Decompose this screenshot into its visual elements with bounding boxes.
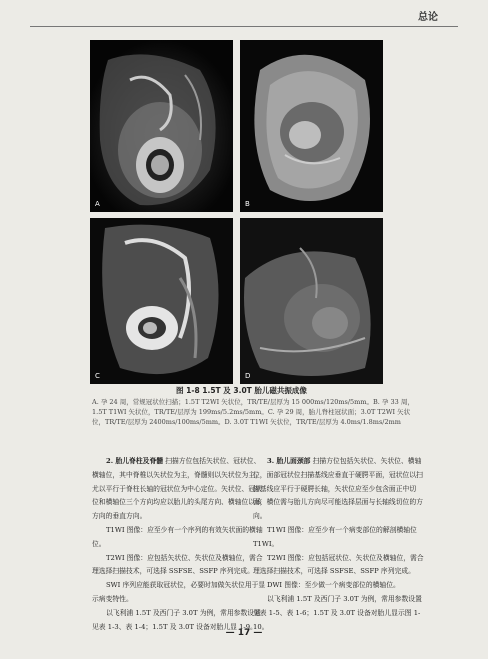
panel-letter-c: C — [95, 372, 100, 380]
paragraph: DWI 图像：至少做一个病变部位的横轴位。 — [267, 581, 400, 590]
paragraph — [92, 455, 267, 524]
figure-caption-title: 图 1-8 1.5T 及 3.0T 胎儿磁共振成像 — [176, 386, 307, 395]
mri-panel-a — [90, 40, 233, 212]
footer-dash-right: — — [250, 628, 263, 638]
paragraph: T1WI 图像：应至少有一个病变部位的解剖横轴位 T1WI。 — [253, 525, 417, 548]
paragraph-lead: 2. 胎儿脊柱及脊髓 — [106, 457, 164, 465]
mri-image-b — [240, 40, 383, 212]
footer-dash-left: — — [225, 628, 238, 638]
paragraph-text: 扫描方位包括矢状位、冠状位、横轴位，其中脊椎以矢状位为主，脊髓则以矢状位为主，尤以平行于脊柱长轴的冠状位为中心定位。矢状位、冠状位和横轴位三个方向均应以胎儿的头尾方向、横轴位以该方向的垂直方向。 — [92, 457, 262, 521]
right-text-column — [253, 455, 428, 634]
paragraph: T2WI 图像：应包括矢状位、失状位及横轴位，需合理选择扫描技术，可选择 SSFSE、SSFP 序列完成。 — [92, 553, 263, 576]
mri-panel-b — [240, 40, 383, 212]
mri-image-d — [240, 218, 383, 384]
panel-letter-b: B — [245, 200, 250, 208]
panel-letter-d: D — [245, 372, 251, 380]
page-header — [0, 0, 488, 26]
mri-panel-c — [90, 218, 233, 384]
panel-letter-a: A — [95, 200, 100, 208]
page-number: 17 — [237, 628, 251, 638]
paragraph: 以飞利浦 1.5T 及西门子 3.0T 为例，常用参数设置见表 1-5、表 1-6；1.5T 及 3.0T 设备对胎儿显示图 1-10。 — [253, 594, 422, 631]
header-divider — [30, 26, 458, 27]
section-title: 总论 — [418, 12, 438, 23]
figure-caption-text: A. 孕 24 周，常规冠状位扫描；1.5T T2WI 矢状位，TR/TE/层厚为 15 000ms/120ms/5mm。B. 孕 33 周，1.5T T1WI 矢状位，TR/TE/层厚为 199ms/5.2ms/5mm。C. 孕 29 周，胎儿脊柱冠状面；3.0T T2WI 矢状位，TR/TE/层厚为 2400ms/100ms/5mm。D. 3.0T T1WI 矢状位，TR/TE/层厚为 4.0ms/1.8ms/2mm — [92, 398, 414, 426]
paragraph-text: 扫描方位包括矢状位、矢状位、横轴位，面部冠状位扫描基线应垂直于硬腭平面，冠状位以扫描基线应平行于硬腭长轴，矢状位应至少包含面正中切面，横位需与胎儿方向尽可能选择层面与长轴线切位的方向。 — [253, 457, 423, 521]
paragraph: 以飞利浦 1.5T 及西门子 3.0T 为例，常用参数设置见表 1-3、表 1-4；1.5T 及 3.0T 设备对胎儿显 1-9。 — [92, 608, 261, 631]
paragraph-lead: 3. 胎儿面颈部 — [267, 457, 311, 465]
mri-image-c — [90, 218, 233, 384]
mri-panel-d — [240, 218, 383, 384]
mri-image-a — [90, 40, 233, 212]
paragraph: SWI 序列应能获取冠状位，必要时加做矢状位用于显示病变特性。 — [92, 581, 266, 603]
paragraph: T1WI 图像：应至少有一个序列的有效矢状面的横轴位。 — [92, 525, 263, 548]
page-footer — [0, 628, 488, 638]
left-text-column — [92, 455, 267, 634]
paragraph — [253, 455, 428, 524]
paragraph: T2WI 图像：应包括冠状位、矢状位及横轴位，需合理选择扫描技术，可选择 SSFSE、SSFP 序列完成。 — [253, 553, 424, 576]
figure-1-8 — [90, 40, 404, 384]
